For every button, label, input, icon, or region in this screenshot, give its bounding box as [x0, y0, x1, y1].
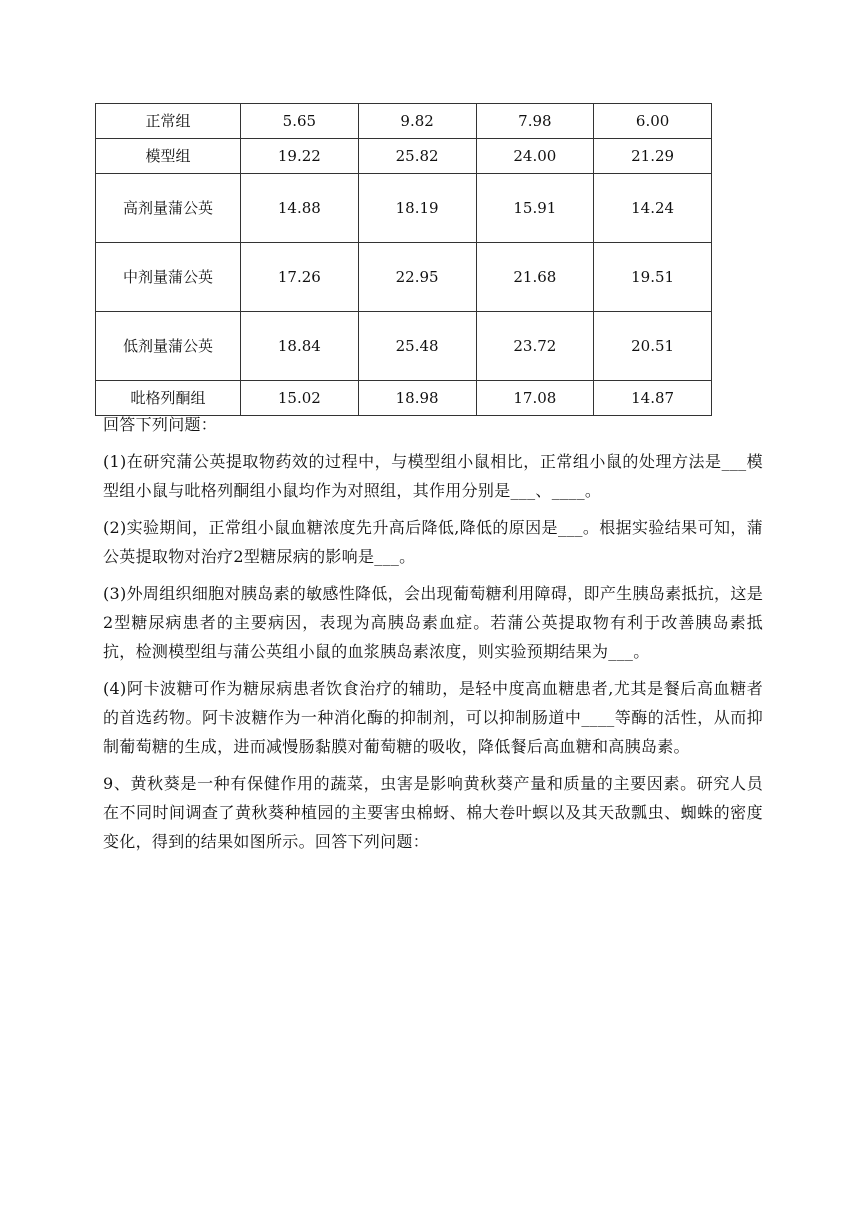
- value-cell: 24.00: [476, 139, 594, 174]
- question-2: (2)实验期间，正常组小鼠血糖浓度先升高后降低,降低的原因是___。根据实验结果可知，蒲公英提取物对治疗2型糖尿病的影响是___。: [103, 518, 763, 566]
- value-cell: 18.84: [241, 312, 359, 381]
- question-9-intro: 9、黄秋葵是一种有保健作用的蔬菜，虫害是影响黄秋葵产量和质量的主要因素。研究人员在不同时间调查了黄秋葵种植园的主要害虫棉蚜、棉大卷叶螟以及其天敌瓢虫、蜘蛛的密度变化，得到的结果如图所示。回答下列问题：: [103, 774, 763, 851]
- value-cell: 19.22: [241, 139, 359, 174]
- group-cell: 低剂量蒲公英: [96, 312, 241, 381]
- table-row: [96, 243, 712, 312]
- value-cell: 25.82: [358, 139, 476, 174]
- group-cell: 高剂量蒲公英: [96, 174, 241, 243]
- group-cell: 正常组: [96, 104, 241, 139]
- table-row: [96, 174, 712, 243]
- question-4: (4)阿卡波糖可作为糖尿病患者饮食治疗的辅助，是轻中度高血糖患者,尤其是餐后高血糖者的首选药物。阿卡波糖作为一种消化酶的抑制剂，可以抑制肠道中____等酶的活性，从而抑制葡萄糖的生成，进而减慢肠黏膜对葡萄糖的吸收，降低餐后高血糖和高胰岛素。: [103, 679, 763, 756]
- value-cell: 22.95: [358, 243, 476, 312]
- value-cell: 14.87: [594, 381, 712, 416]
- value-cell: 17.26: [241, 243, 359, 312]
- value-cell: 19.51: [594, 243, 712, 312]
- group-cell: 吡格列酮组: [96, 381, 241, 416]
- answer-prompt: 回答下列问题：: [103, 415, 218, 434]
- question-text: [103, 410, 763, 864]
- value-cell: 17.08: [476, 381, 594, 416]
- group-cell: 中剂量蒲公英: [96, 243, 241, 312]
- value-cell: 7.98: [476, 104, 594, 139]
- blood-glucose-table: [95, 103, 712, 416]
- group-cell: 模型组: [96, 139, 241, 174]
- value-cell: 15.02: [241, 381, 359, 416]
- question-1: (1)在研究蒲公英提取物药效的过程中，与模型组小鼠相比，正常组小鼠的处理方法是___模型组小鼠与吡格列酮组小鼠均作为对照组，其作用分别是___、____。: [103, 452, 763, 500]
- value-cell: 15.91: [476, 174, 594, 243]
- value-cell: 9.82: [358, 104, 476, 139]
- table-row: [96, 139, 712, 174]
- value-cell: 21.68: [476, 243, 594, 312]
- table-row: [96, 104, 712, 139]
- value-cell: 18.19: [358, 174, 476, 243]
- value-cell: 14.24: [594, 174, 712, 243]
- question-3: (3)外周组织细胞对胰岛素的敏感性降低，会出现葡萄糖利用障碍，即产生胰岛素抵抗，这是2型糖尿病患者的主要病因，表现为高胰岛素血症。若蒲公英提取物有利于改善胰岛素抵抗，检测模型组与蒲公英组小鼠的血浆胰岛素浓度，则实验预期结果为___。: [103, 584, 763, 661]
- value-cell: 14.88: [241, 174, 359, 243]
- value-cell: 21.29: [594, 139, 712, 174]
- value-cell: 5.65: [241, 104, 359, 139]
- value-cell: 20.51: [594, 312, 712, 381]
- value-cell: 6.00: [594, 104, 712, 139]
- value-cell: 18.98: [358, 381, 476, 416]
- table-row: [96, 312, 712, 381]
- value-cell: 23.72: [476, 312, 594, 381]
- value-cell: 25.48: [358, 312, 476, 381]
